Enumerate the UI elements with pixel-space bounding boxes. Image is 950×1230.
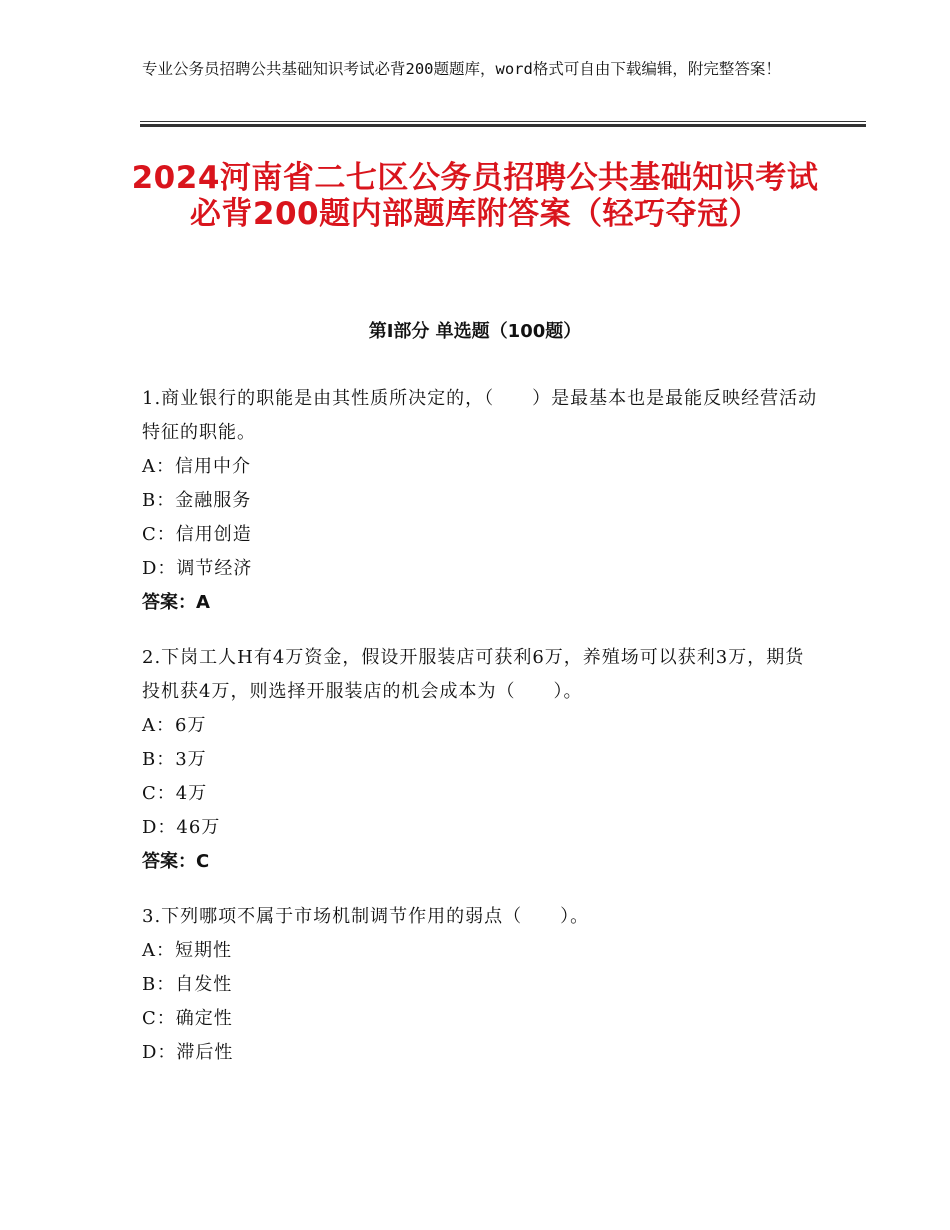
answer-line: 答案：A: [142, 592, 210, 613]
option-b: B：3万: [142, 749, 207, 770]
document-title: 2024河南省二七区公务员招聘公共基础知识考试必背200题内部题库附答案（轻巧夺冠）: [131, 160, 819, 232]
option-b: B：自发性: [142, 974, 233, 995]
answer-line: 答案：C: [142, 851, 210, 872]
header-note: 专业公务员招聘公共基础知识考试必背200题题库，word格式可自由下载编辑，附完整答案！: [142, 60, 781, 78]
option-c: C：信用创造: [142, 524, 252, 545]
option-c: C：确定性: [142, 1008, 233, 1029]
option-a: A：短期性: [142, 940, 232, 961]
option-d: D：滞后性: [142, 1042, 234, 1063]
header-rule-thin: [140, 121, 866, 122]
option-a: A：6万: [142, 715, 207, 736]
question-2: [142, 641, 822, 879]
section-heading: 第Ⅰ部分 单选题（100题）: [368, 321, 582, 342]
question-stem: 1.商业银行的职能是由其性质所决定的，（ ）是最基本也是最能反映经营活动特征的职能。: [142, 388, 818, 443]
question-stem: 2.下岗工人H有4万资金，假设开服装店可获利6万，养殖场可以获利3万，期货投机获4万，则选择开服装店的机会成本为（ ）。: [142, 647, 805, 702]
question-3: [142, 900, 822, 1070]
option-c: C：4万: [142, 783, 208, 804]
question-1: [142, 382, 822, 620]
question-stem: 3.下列哪项不属于市场机制调节作用的弱点（ ）。: [142, 906, 590, 927]
question-list: [142, 382, 822, 1091]
option-d: D：调节经济: [142, 558, 253, 579]
header-rule-thick: [140, 124, 866, 127]
option-b: B：金融服务: [142, 490, 252, 511]
option-a: A：信用中介: [142, 456, 251, 477]
option-d: D：46万: [142, 817, 221, 838]
header-rule: [140, 121, 866, 127]
